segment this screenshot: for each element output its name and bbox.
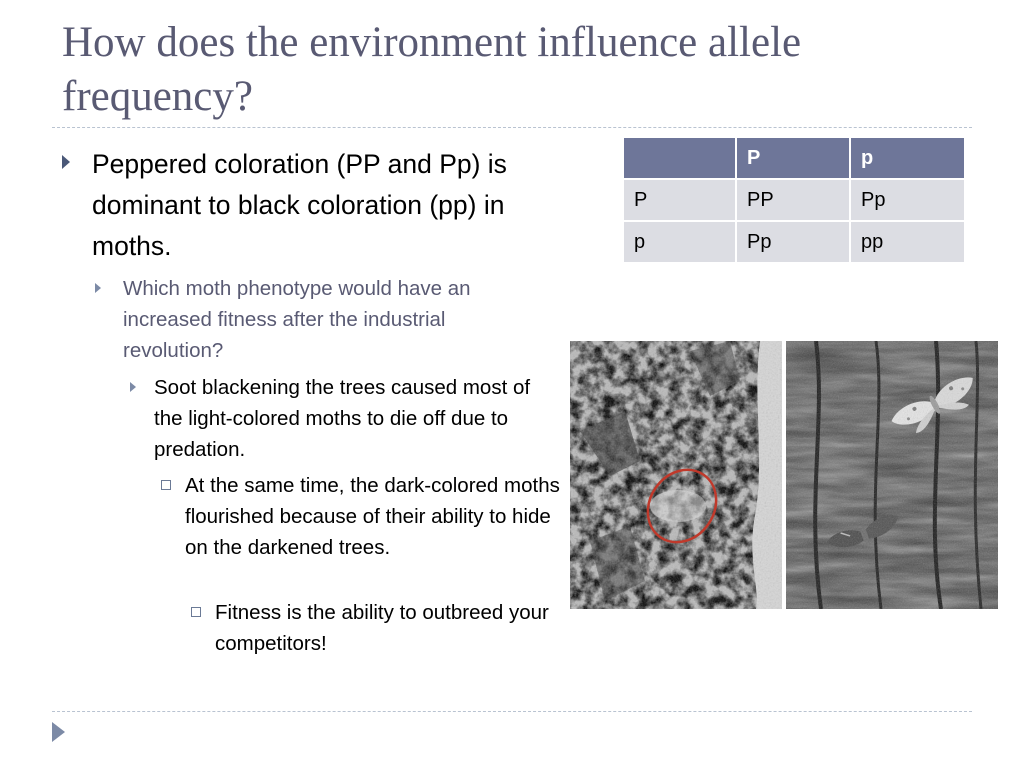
bullet-text: Soot blackening the trees caused most of the light-colored moths to die off due to predation.	[154, 376, 531, 461]
footer-divider	[52, 711, 972, 712]
punnett-square-table	[622, 136, 966, 264]
table-header-row	[624, 138, 964, 178]
table-row	[624, 180, 964, 220]
triangle-bullet-icon	[130, 382, 136, 392]
bullet-text: Which moth phenotype would have an increased fitness after the industrial revolution?	[123, 277, 471, 362]
triangle-bullet-icon	[62, 155, 70, 169]
moths-on-dark-bark-photo	[786, 341, 998, 609]
bullet-text: At the same time, the dark-colored moths flourished because of their ability to hide on the darkened trees.	[185, 474, 560, 559]
next-slide-arrow-icon[interactable]	[52, 722, 65, 742]
bullet-level-2	[123, 273, 543, 366]
bullet-level-1	[92, 144, 562, 267]
square-bullet-icon	[161, 480, 171, 490]
table-header-cell: p	[851, 138, 964, 178]
triangle-bullet-icon	[95, 283, 101, 293]
bullet-text: Peppered coloration (PP and Pp) is dominant to black coloration (pp) in moths.	[92, 149, 507, 261]
bullet-level-4	[185, 470, 565, 563]
bullet-level-3	[154, 372, 564, 465]
table-cell: pp	[851, 222, 964, 262]
light-moth-on-lichen-bark-photo	[570, 341, 782, 609]
table-cell: Pp	[737, 222, 849, 262]
table-header-cell: P	[737, 138, 849, 178]
bullet-level-5	[215, 597, 565, 659]
table-cell: PP	[737, 180, 849, 220]
table-header-cell	[624, 138, 735, 178]
table-cell: P	[624, 180, 735, 220]
table-row	[624, 222, 964, 262]
square-bullet-icon	[191, 607, 201, 617]
table-cell: p	[624, 222, 735, 262]
slide-title: How does the environment influence allele frequency?	[62, 19, 802, 120]
table-cell: Pp	[851, 180, 964, 220]
bullet-text: Fitness is the ability to outbreed your competitors!	[215, 601, 549, 655]
